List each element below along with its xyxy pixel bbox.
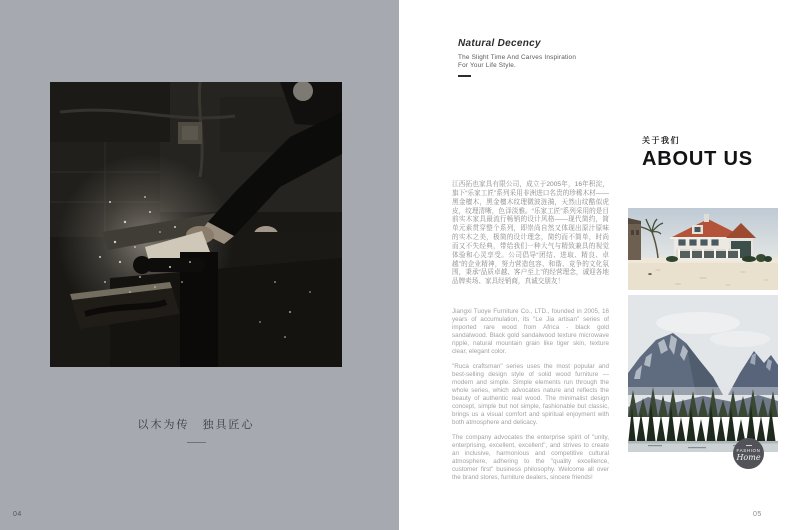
- left-page: [0, 0, 399, 530]
- header-title: Natural Decency: [458, 38, 541, 49]
- about-label-chinese: 关于我们: [642, 136, 680, 145]
- mountain-forest-photo: [628, 295, 778, 452]
- beach-house-photo: [628, 208, 778, 290]
- header-subtitle: [458, 54, 658, 70]
- right-page-header: [458, 38, 658, 70]
- badge-label-home: Home: [736, 453, 761, 463]
- body-text-chinese: 江西拓也家具有限公司，成立于2005年，16年积淀，旗下“乐家工匠”系列采用非洲进口名贵的珍稀木材——黑金檀木，黑金檀木纹理微波涟漪，天然山纹酷似虎皮，纹理清晰，色泽淡雅。“乐家工匠”系列采用的是目前实木家具最流行畅销的设计风格——现代简约，简单元素贯穿整个系列，即崇尚自然又体现出原汁原味的实木之美，极简的设计理念，简约而不简单，时尚而又不失经典，带给我们一种大气与精致兼具的视觉体验和心灵享受。公司倡导“团结、进取、精良、卓越”的企业精神，努力营造包容、和谐、竞争的文化氛围，秉承“品质卓越、客户至上”的经营理念，诚迎各地品牌卖场、家具经销商，真诚交朋友！: [452, 181, 609, 286]
- left-page-caption: 以木为传 独具匠心: [137, 419, 255, 431]
- caption-divider-line: [187, 442, 206, 443]
- header-subtitle-line2: For Your Life Style.: [458, 62, 516, 69]
- english-paragraph-2: "Ruca craftsman" series uses the most popular and best-selling design style of solid wood furniture —modern and simple. Simple elements run through the whole series, which advocates nature and reflects the beauty of authentic real wood. The minimalist design concept, simple but not simple, fashionable but classic, brings us a visual comfort and spiritual enjoyment with both atmosphere and delicacy.: [452, 363, 609, 426]
- english-paragraph-1: Jiangxi Tuoye Furniture Co., LTD., founded in 2005, 16 years of accumulation, its "Le Jia artisan" series of imported rare wood from Africa - black gold sandalwood. Black gold sandalwood texture microwave ripple, natural mountain grain like tiger skin, texture clear, elegant color.: [452, 308, 609, 355]
- about-heading-block: [642, 135, 753, 171]
- header-divider-line: [458, 75, 471, 77]
- badge-label-fashion: FASHION: [736, 447, 761, 453]
- page-number-right: 05: [753, 511, 762, 518]
- body-text-english: [452, 308, 609, 489]
- fashion-home-badge: [733, 438, 764, 469]
- english-paragraph-3: The company advocates the enterprise spirit of "unity, enterprising, excellent, excellent", and strives to create an inclusive, harmonious and competitive cultural atmosphere, adhering to the "quality excellence, customer first" business philosophy. Welcome all over the brand stores, furniture dealers, sincere friends!: [452, 434, 609, 481]
- craftsman-bw-photo: [50, 82, 342, 367]
- header-subtitle-line1: The Slight Time And Carves Inspiration: [458, 54, 577, 61]
- badge-tick-line: [746, 445, 752, 446]
- about-label-english: ABOUT US: [642, 148, 753, 170]
- page-number-left: 04: [13, 511, 22, 518]
